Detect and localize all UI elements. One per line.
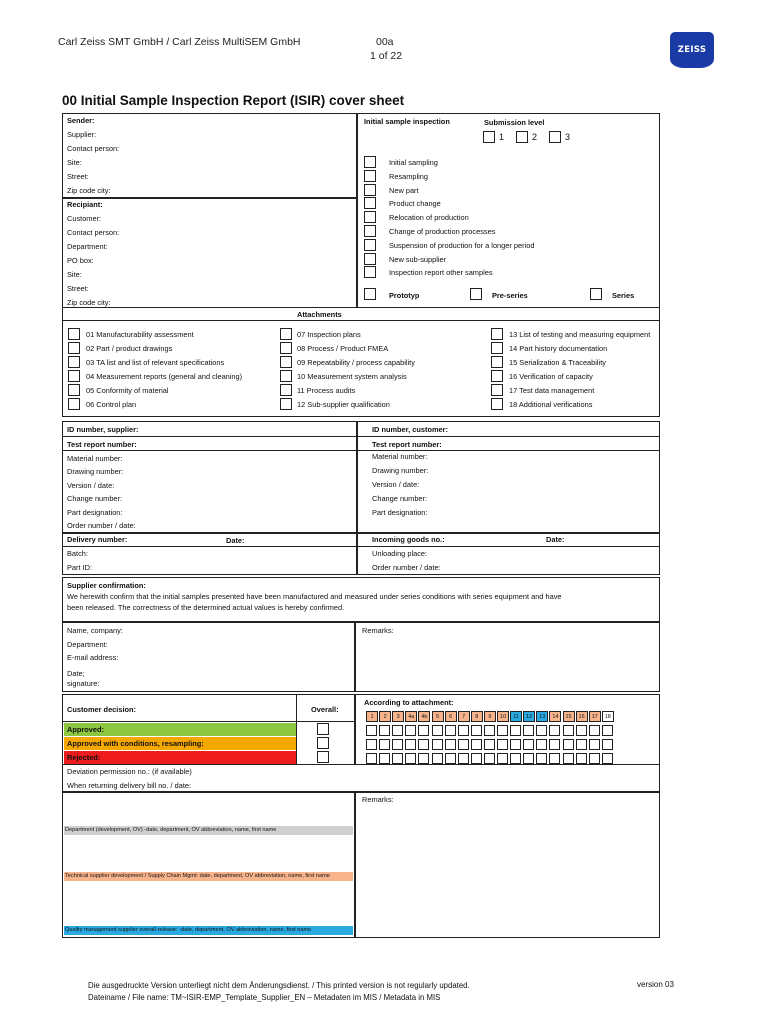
attachment-result-checkbox[interactable] bbox=[602, 725, 613, 736]
signature-label: Quality management supplier overall-release: -date, department, OV abbreviation, name, first name bbox=[65, 927, 312, 933]
attachment-label: 12 Sub-supplier qualification bbox=[297, 399, 390, 409]
attachment-result-checkbox[interactable] bbox=[366, 739, 377, 750]
inspection-reason-label: Resampling bbox=[389, 171, 429, 181]
test-report-customer-label: Test report number: bbox=[372, 440, 442, 449]
attachment-result-checkbox[interactable] bbox=[418, 739, 429, 750]
inspection-reason-label: Initial sampling bbox=[389, 158, 438, 167]
attachment-result-checkbox[interactable] bbox=[589, 725, 600, 736]
sample-type-label: Pre-series bbox=[492, 291, 528, 300]
confirmation-field-label: Department: bbox=[67, 639, 108, 649]
delivery-number-label: Delivery number: bbox=[67, 535, 128, 544]
sender-field-label: Street: bbox=[67, 172, 89, 181]
confirmation-remarks-label: Remarks: bbox=[362, 626, 394, 635]
attachment-result-checkbox[interactable] bbox=[497, 725, 508, 736]
attachment-number-cell: 5 bbox=[432, 711, 444, 722]
inspection-reason-checkbox[interactable] bbox=[364, 197, 376, 209]
attachment-result-checkbox[interactable] bbox=[432, 739, 443, 750]
id-field-label: Material number: bbox=[372, 452, 428, 461]
attachment-number-cell: 6 bbox=[445, 711, 457, 722]
attachment-result-checkbox[interactable] bbox=[549, 739, 560, 750]
recipient-field-label: Site: bbox=[67, 270, 82, 279]
attachment-number-cell: 9 bbox=[484, 711, 496, 722]
attachment-number-cell: 12 bbox=[523, 711, 535, 722]
delivery-field-label: Batch: bbox=[67, 549, 88, 558]
attachment-label: 10 Measurement system analysis bbox=[297, 371, 407, 381]
id-supplier-label: ID number, supplier: bbox=[67, 425, 139, 434]
attachment-result-checkbox[interactable] bbox=[458, 725, 469, 736]
id-field-label: Change number: bbox=[67, 494, 123, 504]
version-label: version 03 bbox=[637, 980, 674, 989]
attachment-checkbox[interactable] bbox=[491, 384, 503, 396]
attachment-result-checkbox[interactable] bbox=[458, 753, 469, 764]
attachment-checkbox[interactable] bbox=[280, 384, 292, 396]
attachment-checkbox[interactable] bbox=[68, 398, 80, 410]
attachment-result-checkbox[interactable] bbox=[392, 753, 403, 764]
attachment-result-checkbox[interactable] bbox=[405, 725, 416, 736]
attachment-result-checkbox[interactable] bbox=[405, 739, 416, 750]
attachment-checkbox[interactable] bbox=[491, 328, 503, 340]
recipient-field-label: Department: bbox=[67, 242, 108, 251]
attachment-result-checkbox[interactable] bbox=[576, 739, 587, 750]
attachment-label: 18 Additional verifications bbox=[509, 399, 593, 409]
confirmation-text-1: We herewith confirm that the initial samples presented have been manufactured and measured under series conditions with series equipment and have bbox=[67, 592, 562, 601]
attachment-result-checkbox[interactable] bbox=[523, 753, 534, 764]
decision-option-checkbox[interactable] bbox=[317, 737, 329, 749]
attachment-label: 01 Manufacturability assessment bbox=[86, 330, 194, 339]
attachment-result-checkbox[interactable] bbox=[392, 739, 403, 750]
sample-type-checkbox[interactable] bbox=[470, 288, 482, 300]
inspection-reason-label: New part bbox=[389, 185, 419, 195]
company-name: Carl Zeiss SMT GmbH / Carl Zeiss MultiSEM GmbH bbox=[58, 36, 301, 48]
sample-type-checkbox[interactable] bbox=[590, 288, 602, 300]
submission-level-number: 3 bbox=[565, 132, 571, 142]
attachment-result-checkbox[interactable] bbox=[510, 753, 521, 764]
inspection-reason-checkbox[interactable] bbox=[364, 253, 376, 265]
attachment-result-checkbox[interactable] bbox=[563, 725, 574, 736]
inspection-reason-checkbox[interactable] bbox=[364, 211, 376, 223]
signature-label: Technical supplier development / Supply Chain Mgmt: date, department, OV abbreviation, name, first name bbox=[65, 873, 330, 879]
attachment-result-checkbox[interactable] bbox=[418, 725, 429, 736]
id-section bbox=[62, 421, 660, 575]
deviation-permission-label: Deviation permission no.: (if available) bbox=[67, 767, 192, 776]
attachment-number-cell: 11 bbox=[510, 711, 522, 722]
id-field-label: Change number: bbox=[372, 494, 428, 503]
id-field-label: Version / date: bbox=[372, 480, 420, 489]
inspection-reason-label: Product change bbox=[389, 199, 441, 209]
attachment-result-checkbox[interactable] bbox=[549, 725, 560, 736]
attachment-number-cell: 18 bbox=[602, 711, 614, 722]
attachment-result-checkbox[interactable] bbox=[432, 725, 443, 736]
attachment-result-checkbox[interactable] bbox=[602, 753, 613, 764]
attachment-result-checkbox[interactable] bbox=[471, 725, 482, 736]
attachment-label: 16 Verification of capacity bbox=[509, 371, 593, 381]
attachment-result-checkbox[interactable] bbox=[510, 725, 521, 736]
id-field-label: Part designation: bbox=[67, 507, 123, 517]
inspection-reason-checkbox[interactable] bbox=[364, 156, 376, 168]
attachment-result-checkbox[interactable] bbox=[563, 753, 574, 764]
zeiss-logo: ZEISS bbox=[670, 32, 714, 68]
footer-filename: Dateiname / File name: TM~ISIR-EMP_Template_Supplier_EN – Metadaten im MIS / Metadata in MIS bbox=[88, 993, 441, 1002]
attachment-label: 04 Measurement reports (general and cleaning) bbox=[86, 371, 243, 381]
attachment-checkbox[interactable] bbox=[280, 356, 292, 368]
incoming-date-label: Date: bbox=[546, 535, 565, 544]
submission-level-label: Submission level bbox=[484, 118, 545, 127]
recipient-field-label: Customer: bbox=[67, 214, 102, 223]
attachment-label: 02 Part / product drawings bbox=[86, 343, 173, 353]
delivery-field-label: Order number / date: bbox=[372, 562, 441, 572]
attachment-result-checkbox[interactable] bbox=[563, 739, 574, 750]
inspection-heading: Initial sample inspection bbox=[364, 117, 450, 126]
inspection-reason-label: Suspension of production for a longer period bbox=[389, 240, 535, 250]
attachment-result-checkbox[interactable] bbox=[445, 739, 456, 750]
attachment-checkbox[interactable] bbox=[491, 398, 503, 410]
decision-option-checkbox[interactable] bbox=[317, 723, 329, 735]
attachment-result-checkbox[interactable] bbox=[602, 739, 613, 750]
footer-note: Die ausgedruckte Version unterliegt nicht dem Änderungsdienst. / This printed version is not regularly updated. bbox=[88, 981, 470, 990]
submission-level-number: 2 bbox=[532, 132, 538, 142]
submission-level-number: 1 bbox=[499, 132, 505, 142]
attachment-result-checkbox[interactable] bbox=[589, 739, 600, 750]
delivery-date-label: Date: bbox=[226, 536, 245, 545]
attachment-number-cell: 4a bbox=[405, 711, 417, 722]
attachment-result-checkbox[interactable] bbox=[471, 739, 482, 750]
inspection-reason-label: Inspection report other samples bbox=[389, 268, 493, 278]
attachment-result-checkbox[interactable] bbox=[445, 725, 456, 736]
attachment-result-checkbox[interactable] bbox=[536, 739, 547, 750]
attachment-checkbox[interactable] bbox=[491, 356, 503, 368]
attachment-result-checkbox[interactable] bbox=[405, 753, 416, 764]
id-customer-label: ID number, customer: bbox=[372, 425, 448, 434]
sender-field-label: Zip code city: bbox=[67, 186, 111, 195]
returning-delivery-label: When returning delivery bill no. / date: bbox=[67, 781, 192, 790]
delivery-field-label: Part ID: bbox=[67, 562, 93, 572]
submission-level-checkbox[interactable] bbox=[516, 131, 528, 143]
attachment-result-checkbox[interactable] bbox=[576, 725, 587, 736]
attachment-label: 07 Inspection plans bbox=[297, 330, 361, 339]
page-title: 00 Initial Sample Inspection Report (ISIR) cover sheet bbox=[62, 93, 405, 108]
recipient-field-label: Zip code city: bbox=[67, 298, 111, 307]
according-attachment-label: According to attachment: bbox=[364, 698, 454, 707]
attachment-label: 14 Part history documentation bbox=[509, 343, 608, 353]
attachment-number-cell: 7 bbox=[458, 711, 470, 722]
attachment-result-checkbox[interactable] bbox=[576, 753, 587, 764]
id-field-label: Order number / date: bbox=[67, 521, 136, 530]
attachment-result-checkbox[interactable] bbox=[484, 739, 495, 750]
test-report-supplier-label: Test report number: bbox=[67, 440, 137, 449]
delivery-field-label: Unloading place: bbox=[372, 549, 428, 558]
submission-level-checkbox[interactable] bbox=[549, 131, 561, 143]
decision-option-label: Rejected: bbox=[67, 753, 101, 762]
page-indicator: 1 of 22 bbox=[370, 50, 403, 62]
attachment-result-checkbox[interactable] bbox=[589, 753, 600, 764]
attachment-checkbox[interactable] bbox=[68, 342, 80, 354]
attachment-result-checkbox[interactable] bbox=[523, 725, 534, 736]
attachment-number-cell: 3 bbox=[392, 711, 404, 722]
attachment-result-checkbox[interactable] bbox=[549, 753, 560, 764]
attachment-checkbox[interactable] bbox=[68, 370, 80, 382]
attachment-result-checkbox[interactable] bbox=[523, 739, 534, 750]
attachment-result-checkbox[interactable] bbox=[432, 753, 443, 764]
attachment-result-checkbox[interactable] bbox=[366, 753, 377, 764]
inspection-reason-checkbox[interactable] bbox=[364, 225, 376, 237]
id-field-label: Version / date: bbox=[67, 480, 115, 490]
attachment-number-cell: 2 bbox=[379, 711, 391, 722]
attachment-number-cell: 10 bbox=[497, 711, 509, 722]
attachment-label: 13 List of testing and measuring equipment bbox=[509, 330, 651, 339]
sender-section bbox=[62, 113, 660, 308]
attachment-result-checkbox[interactable] bbox=[379, 725, 390, 736]
attachment-number-cell: 14 bbox=[549, 711, 561, 722]
confirmation-field-label: signature: bbox=[67, 679, 100, 688]
attachment-number-cell: 4b bbox=[418, 711, 430, 722]
attachment-result-checkbox[interactable] bbox=[484, 753, 495, 764]
document-number: 00a bbox=[376, 36, 394, 48]
attachment-checkbox[interactable] bbox=[280, 328, 292, 340]
attachment-label: 05 Conformity of material bbox=[86, 385, 169, 395]
sample-type-label: Prototyp bbox=[389, 291, 420, 300]
recipient-field-label: Street: bbox=[67, 284, 89, 293]
decision-option-label: Approved: bbox=[67, 725, 104, 734]
attachment-result-checkbox[interactable] bbox=[458, 739, 469, 750]
decision-option-checkbox[interactable] bbox=[317, 751, 329, 763]
attachment-label: 06 Control plan bbox=[86, 399, 137, 409]
confirmation-text-2: been released. The correctness of the determined actual values is hereby confirmed. bbox=[67, 603, 345, 612]
attachment-number-cell: 15 bbox=[563, 711, 575, 722]
attachment-label: 03 TA list and list of relevant specifications bbox=[86, 357, 225, 367]
attachment-result-checkbox[interactable] bbox=[497, 739, 508, 750]
attachment-number-cell: 17 bbox=[589, 711, 601, 722]
inspection-reason-label: Change of production processes bbox=[389, 227, 496, 236]
recipient-field-label: PO box: bbox=[67, 256, 94, 265]
attachment-number-cell: 13 bbox=[536, 711, 548, 722]
attachment-result-checkbox[interactable] bbox=[379, 753, 390, 764]
confirmation-field-label: Name, company: bbox=[67, 626, 123, 635]
attachment-checkbox[interactable] bbox=[491, 370, 503, 382]
attachment-result-checkbox[interactable] bbox=[366, 725, 377, 736]
attachment-number-cell: 1 bbox=[366, 711, 378, 722]
inspection-reason-label: New sub-supplier bbox=[389, 254, 447, 264]
attachment-result-checkbox[interactable] bbox=[536, 725, 547, 736]
decision-divider bbox=[62, 721, 354, 722]
inspection-reason-checkbox[interactable] bbox=[364, 239, 376, 251]
sender-field-label: Site: bbox=[67, 158, 82, 167]
decision-option-label: Approved with conditions, resampling: bbox=[67, 739, 204, 748]
id-field-label: Drawing number: bbox=[372, 466, 429, 475]
attachment-result-checkbox[interactable] bbox=[392, 725, 403, 736]
id-field-label: Drawing number: bbox=[67, 467, 124, 477]
inspection-reason-checkbox[interactable] bbox=[364, 170, 376, 182]
recipient-field-label: Contact person: bbox=[67, 228, 120, 237]
recipient-heading: Recipiant: bbox=[67, 200, 103, 209]
signature-label: Department (development, OV) -date, department, OV abbreviation, name, first name bbox=[65, 827, 277, 833]
attachment-checkbox[interactable] bbox=[280, 342, 292, 354]
attachments-heading: Attachments bbox=[297, 310, 342, 319]
inspection-reason-checkbox[interactable] bbox=[364, 266, 376, 278]
sender-field-label: Contact person: bbox=[67, 144, 120, 153]
attachment-result-checkbox[interactable] bbox=[536, 753, 547, 764]
attachment-checkbox[interactable] bbox=[68, 384, 80, 396]
attachment-label: 15 Serialization & Traceability bbox=[509, 357, 606, 367]
submission-level-checkbox[interactable] bbox=[483, 131, 495, 143]
attachment-result-checkbox[interactable] bbox=[484, 725, 495, 736]
customer-decision-heading: Customer decision: bbox=[67, 705, 136, 714]
attachment-checkbox[interactable] bbox=[280, 398, 292, 410]
decision-remarks-label: Remarks: bbox=[362, 795, 394, 804]
attachment-label: 09 Repeatability / process capability bbox=[297, 357, 415, 367]
overall-label: Overall: bbox=[311, 705, 339, 714]
attachment-checkbox[interactable] bbox=[491, 342, 503, 354]
attachment-result-checkbox[interactable] bbox=[418, 753, 429, 764]
attachment-checkbox[interactable] bbox=[68, 328, 80, 340]
attachment-number-cell: 16 bbox=[576, 711, 588, 722]
confirmation-field-label: E-mail address: bbox=[67, 653, 119, 662]
confirmation-heading: Supplier confirmation: bbox=[67, 581, 146, 590]
id-field-label: Part designation: bbox=[372, 508, 428, 517]
inspection-reason-label: Relocation of production bbox=[389, 213, 469, 223]
attachment-label: 17 Test data management bbox=[509, 385, 595, 395]
attachment-result-checkbox[interactable] bbox=[379, 739, 390, 750]
incoming-goods-label: Incoming goods no.: bbox=[372, 535, 445, 544]
attachment-label: 08 Process / Product FMEA bbox=[297, 343, 389, 353]
sample-type-checkbox[interactable] bbox=[364, 288, 376, 300]
attachment-label: 11 Process audits bbox=[297, 385, 356, 395]
attachment-result-checkbox[interactable] bbox=[471, 753, 482, 764]
attachment-result-checkbox[interactable] bbox=[497, 753, 508, 764]
attachment-checkbox[interactable] bbox=[68, 356, 80, 368]
inspection-reason-checkbox[interactable] bbox=[364, 184, 376, 196]
attachment-checkbox[interactable] bbox=[280, 370, 292, 382]
attachment-number-cell: 8 bbox=[471, 711, 483, 722]
confirmation-field-label: Date; bbox=[67, 669, 85, 678]
attachment-result-checkbox[interactable] bbox=[445, 753, 456, 764]
sample-type-label: Series bbox=[612, 291, 635, 300]
attachment-result-checkbox[interactable] bbox=[510, 739, 521, 750]
sender-heading: Sender: bbox=[67, 116, 95, 125]
sender-field-label: Supplier: bbox=[67, 130, 97, 139]
id-field-label: Material number: bbox=[67, 454, 123, 463]
